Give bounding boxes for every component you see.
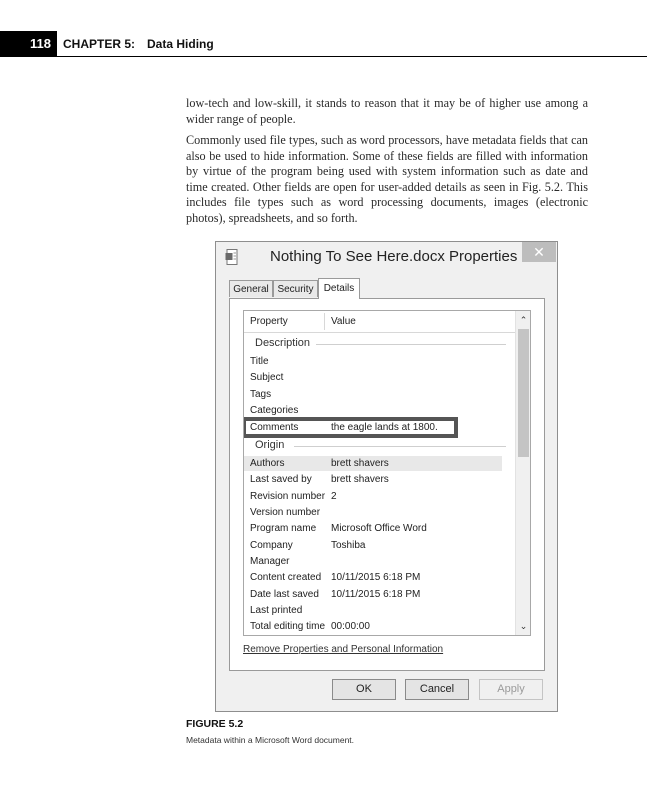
properties-dialog (215, 241, 558, 712)
scroll-thumb[interactable] (518, 329, 529, 457)
property-name: Categories (250, 405, 299, 416)
dialog-title: Nothing To See Here.docx Properties (270, 248, 518, 265)
group-label: Origin (255, 439, 285, 451)
list-item[interactable] (244, 354, 502, 369)
chapter-title: Data Hiding (147, 37, 214, 51)
body-paragraph-1: low-tech and low-skill, it stands to reason that it may be of higher use among a wider range of people. (186, 96, 588, 126)
group-origin (255, 439, 284, 451)
word-document-icon (225, 249, 238, 265)
list-item[interactable] (244, 587, 502, 602)
list-item[interactable] (244, 554, 502, 569)
list-header (244, 311, 515, 333)
property-value: the eagle lands at 1800. (331, 422, 438, 433)
group-divider (294, 446, 506, 447)
list-item[interactable] (244, 619, 502, 634)
cancel-button[interactable]: Cancel (405, 679, 469, 700)
header-rule (57, 56, 647, 57)
property-name: Revision number (250, 491, 326, 502)
column-divider[interactable] (324, 313, 325, 330)
chapter-label: CHAPTER 5: (63, 37, 136, 51)
list-item[interactable] (244, 570, 502, 585)
column-header-property[interactable]: Property (250, 316, 288, 327)
list-item[interactable] (244, 603, 502, 618)
tab-details[interactable]: Details (318, 278, 360, 299)
close-icon: ✕ (533, 244, 545, 260)
property-name: Comments (250, 422, 299, 433)
property-name: Tags (250, 389, 272, 400)
running-header (63, 31, 214, 57)
apply-button[interactable]: Apply (479, 679, 543, 700)
group-divider (316, 344, 506, 345)
property-name: Last saved by (250, 474, 312, 485)
scroll-down-icon[interactable]: ⌄ (519, 621, 528, 631)
list-item[interactable] (244, 538, 502, 553)
details-panel (229, 298, 545, 671)
vertical-scrollbar[interactable] (515, 311, 531, 635)
property-value: 10/11/2015 6:18 PM (331, 572, 421, 583)
property-value: 2 (331, 491, 337, 502)
properties-list[interactable] (243, 310, 531, 636)
list-item[interactable] (244, 403, 502, 418)
list-item[interactable] (244, 456, 502, 471)
list-item[interactable] (244, 505, 502, 520)
property-name: Total editing time (250, 621, 326, 632)
property-name: Company (250, 540, 293, 551)
property-name: Manager (250, 556, 290, 567)
property-value: brett shavers (331, 458, 389, 469)
body-paragraph-2: Commonly used file types, such as word processors, have metadata fields that can also be used to hide information. Some of these fields are filled with information by virtue of the program being used with system information such as date and time created. Other fields are open for user-added details as seen in Fig. 5.2. This includes file types such as word processing documents, images (electronic photos), spreadsheets, and so forth. (186, 133, 588, 225)
list-item[interactable] (244, 521, 502, 536)
property-name: Version number (250, 507, 321, 518)
property-value: Microsoft Office Word (331, 523, 427, 534)
tab-general[interactable]: General (229, 280, 273, 297)
scroll-up-icon[interactable]: ⌃ (519, 315, 528, 325)
property-value: 00:00:00 (331, 621, 370, 632)
property-name: Program name (250, 523, 317, 534)
ok-button[interactable]: OK (332, 679, 396, 700)
property-value: Toshiba (331, 540, 366, 551)
property-name: Content created (250, 572, 322, 583)
list-item[interactable] (244, 472, 502, 487)
property-name: Authors (250, 458, 285, 469)
property-name: Date last saved (250, 589, 319, 600)
tab-security[interactable]: Security (273, 280, 318, 297)
figure-label: FIGURE 5.2 (186, 718, 244, 730)
page-number: 118 (0, 31, 57, 57)
list-item[interactable] (244, 489, 502, 504)
list-item[interactable] (244, 370, 502, 385)
property-name: Subject (250, 372, 284, 383)
column-header-value[interactable]: Value (331, 316, 356, 327)
group-label: Description (255, 337, 311, 349)
property-value: brett shavers (331, 474, 389, 485)
group-description (255, 337, 310, 349)
property-value: 10/11/2015 6:18 PM (331, 589, 421, 600)
list-item[interactable] (244, 387, 502, 402)
property-name: Last printed (250, 605, 303, 616)
figure-caption: Metadata within a Microsoft Word document. (186, 735, 355, 745)
comments-highlight-box (243, 417, 458, 438)
remove-properties-link[interactable]: Remove Properties and Personal Information (243, 644, 444, 655)
close-button[interactable] (522, 242, 556, 262)
property-name: Title (250, 356, 269, 367)
